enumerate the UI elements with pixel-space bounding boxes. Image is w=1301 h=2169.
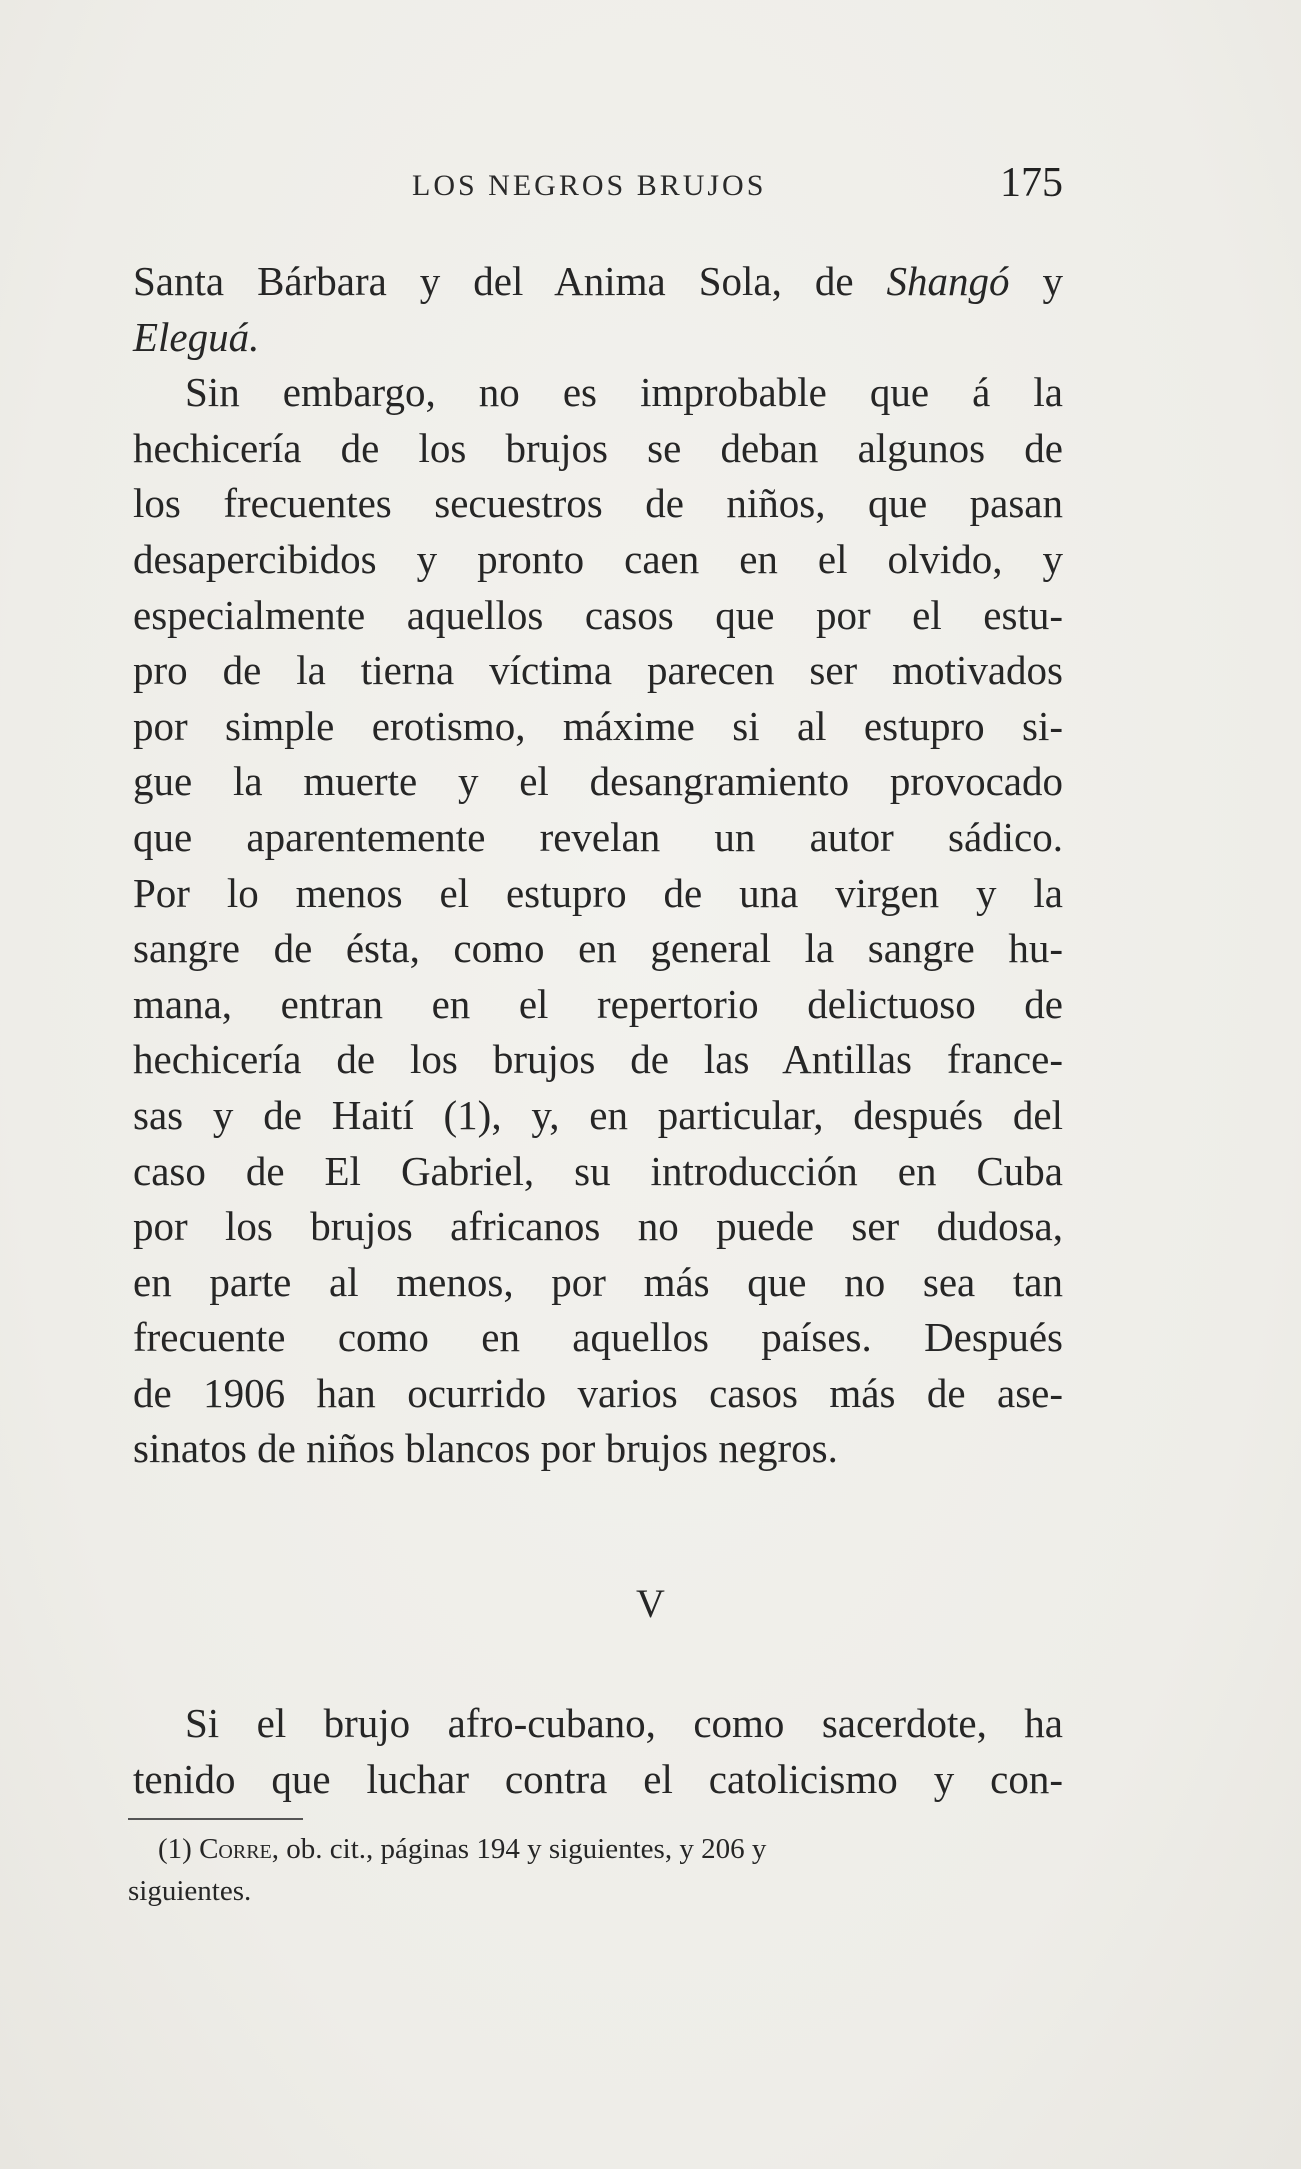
text-line: desapercibidos y pronto caen en el olvido, y [133, 535, 1063, 582]
running-head [0, 160, 1301, 212]
text-line: sinatos de niños blancos por brujos negros. [133, 1425, 838, 1472]
footnote-divider [128, 1818, 303, 1820]
footnote-marker: (1) [158, 1833, 200, 1865]
footnote-line: siguientes. [128, 1875, 252, 1907]
text-line: frecuente como en aquellos países. Después [133, 1314, 1063, 1361]
section-heading: V [636, 1581, 665, 1626]
text-line: que aparentemente revelan un autor sádico. [133, 813, 1063, 860]
text-segment: y [1009, 258, 1064, 304]
text-line: gue la muerte y el desangramiento provocado [133, 758, 1063, 805]
running-title: LOS NEGROS BRUJOS [412, 169, 767, 202]
text-line: los frecuentes secuestros de niños, que pasan [133, 480, 1063, 527]
text-line: mana, entran en el repertorio delictuoso de [133, 980, 1063, 1027]
text-line: sas y de Haití (1), y, en particular, después del [133, 1091, 1063, 1138]
text-line: por simple erotismo, máxime si al estupro si- [133, 702, 1063, 749]
text-line: pro de la tierna víctima parecen ser motivados [133, 647, 1063, 694]
text-line: por los brujos africanos no puede ser dudosa, [133, 1203, 1063, 1250]
text-line: tenido que luchar contra el catolicismo y con- [133, 1755, 1063, 1802]
text-line: Si el brujo afro-cubano, como sacerdote, ha [185, 1700, 1063, 1746]
footnotes [128, 1828, 1068, 1912]
body-paragraphs [133, 254, 1063, 1477]
text-line: sangre de ésta, como en general la sangre hu- [133, 925, 1063, 972]
text-line [133, 254, 1063, 310]
text-line: hechicería de los brujos de las Antillas france- [133, 1036, 1063, 1083]
footnote-line [128, 1828, 1068, 1870]
text-line: caso de El Gabriel, su introducción en Cuba [133, 1147, 1063, 1194]
text-line: en parte al menos, por más que no sea tan [133, 1258, 1063, 1305]
text-line: hechicería de los brujos se deban algunos de [133, 424, 1063, 471]
page-number: 175 [1000, 160, 1063, 206]
text-line: especialmente aquellos casos que por el estu- [133, 591, 1063, 638]
italic-term: Shangó [886, 258, 1010, 304]
text-line: de 1906 han ocurrido varios casos más de ase- [133, 1369, 1063, 1416]
footnote-text: , ob. cit., páginas 194 y siguientes, y 206 y [271, 1833, 767, 1865]
text-line [133, 310, 1063, 366]
section-paragraph [133, 1696, 1063, 1807]
italic-term: Eleguá. [133, 313, 260, 360]
text-segment: Santa Bárbara y del Anima Sola, de [133, 258, 887, 304]
text-line: Sin embargo, no es improbable que á la [185, 369, 1063, 416]
text-line: Por lo menos el estupro de una virgen y la [133, 869, 1063, 916]
footnote-author: Corre [199, 1833, 272, 1865]
